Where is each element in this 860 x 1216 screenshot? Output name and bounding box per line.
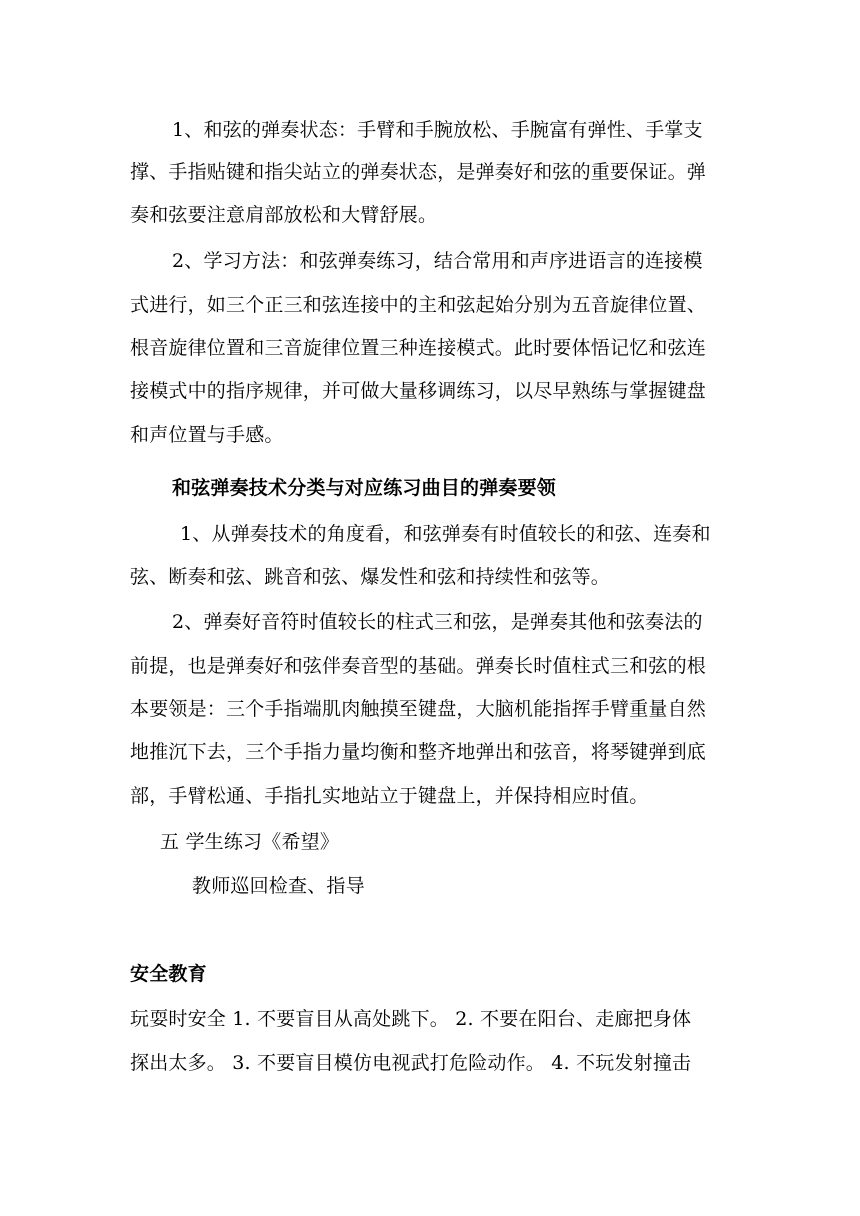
paragraph-line: 地推沉下去，三个手指力量均衡和整齐地弹出和弦音，将琴键弹到底 [130,741,707,763]
paragraph-line: 撑、手指贴键和指尖站立的弹奏状态，是弹奏好和弦的重要保证。弹 [130,161,707,183]
paragraph-line: 和声位置与手感。 [130,424,284,446]
section-heading: 安全教育 [130,963,207,985]
paragraph-line: 根音旋律位置和三音旋律位置三种连接模式。此时要体悟记忆和弦连 [130,337,707,359]
paragraph-line: 玩耍时安全 1. 不要盲目从高处跳下。 2. 不要在阳台、走廊把身体 [130,1008,692,1030]
paragraph-line: 2、学习方法：和弦弹奏练习，结合常用和声序进语言的连接模 [172,250,703,272]
paragraph-line: 前提，也是弹奏好和弦伴奏音型的基础。弹奏长时值柱式三和弦的根 [130,655,707,677]
paragraph-line: 2、弹奏好音符时值较长的柱式三和弦，是弹奏其他和弦奏法的 [172,611,703,633]
paragraph-line: 教师巡回检查、指导 [192,875,365,897]
paragraph-line: 1、从弹奏技术的角度看，和弦弹奏有时值较长的和弦、连奏和 [180,523,711,545]
paragraph-line: 1、和弦的弹奏状态：手臂和手腕放松、手腕富有弹性、手掌支 [172,119,703,141]
paragraph-line: 弦、断奏和弦、跳音和弦、爆发性和弦和持续性和弦等。 [130,566,611,588]
paragraph-line: 奏和弦要注意肩部放松和大臂舒展。 [130,204,438,226]
paragraph-line: 本要领是：三个手指端肌肉触摸至键盘，大脑机能指挥手臂重量自然 [130,698,707,720]
section-heading: 五 学生练习《希望》 [160,831,340,853]
paragraph-line: 探出太多。 3. 不要盲目模仿电视武打危险动作。 4. 不玩发射撞击 [130,1052,692,1074]
paragraph-line: 式进行，如三个正三和弦连接中的主和弦起始分别为五音旋律位置、 [130,294,707,316]
paragraph-line: 接模式中的指序规律，并可做大量移调练习，以尽早熟练与掌握键盘 [130,380,707,402]
section-heading: 和弦弹奏技术分类与对应练习曲目的弹奏要领 [172,477,557,499]
paragraph-line: 部，手臂松通、手指扎实地站立于键盘上，并保持相应时值。 [130,785,649,807]
